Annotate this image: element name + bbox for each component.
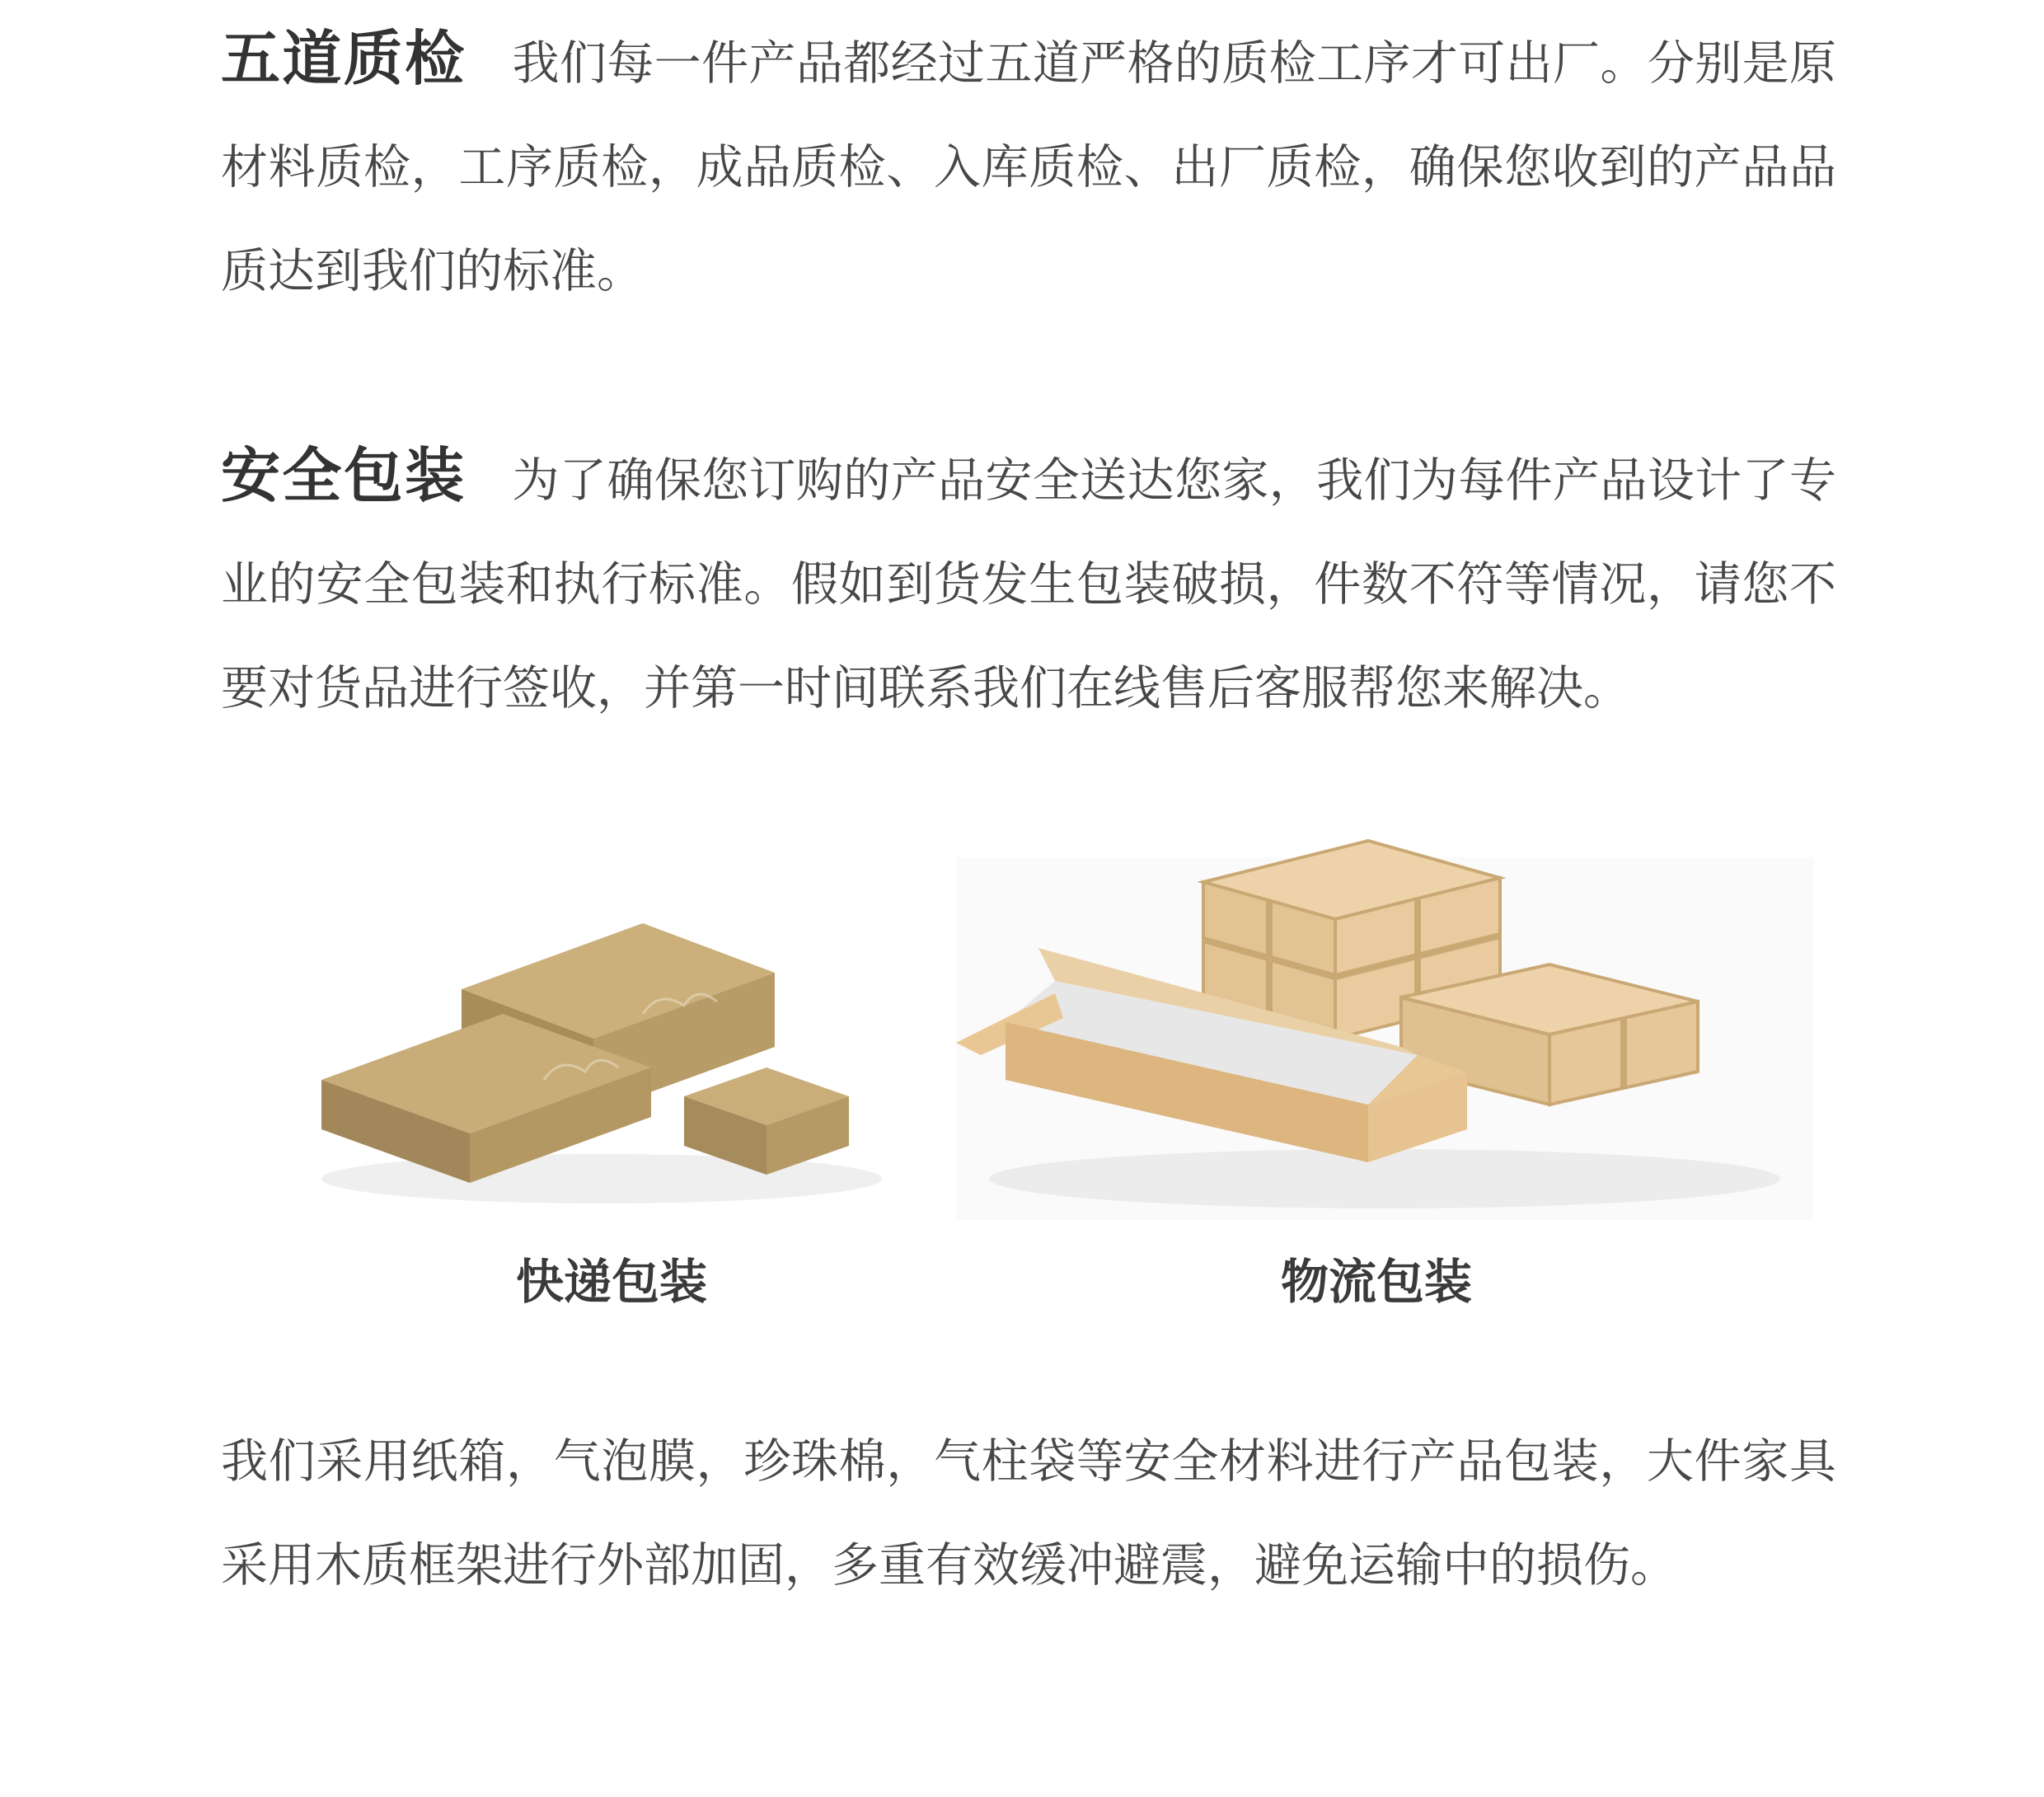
quality-section [221, 7, 1836, 323]
materials-section [221, 1410, 1836, 1617]
quality-text: 我们每一件产品都经过五道严格的质检工序才可出厂。分别是原材料质检，工序质检，成品质检、入库质检、出厂质检，确保您收到的产品品质达到我们的标准。 [221, 36, 1836, 298]
logistics-packaging-caption: 物流包装 [1280, 1254, 1472, 1310]
express-packaging-image [297, 890, 907, 1220]
quality-paragraph [221, 7, 1836, 323]
logistics-packaging-image [956, 833, 1813, 1220]
packaging-heading: 安全包装 [221, 441, 466, 510]
express-packaging-caption: 快递包装 [515, 1254, 707, 1310]
packaging-section [221, 424, 1836, 740]
packaging-text: 为了确保您订购的产品安全送达您家，我们为每件产品设计了专业的安全包装和执行标准。假如到货发生包装破损，件数不符等情况，请您不要对货品进行签收，并第一时间联系我们在线售后客服帮您来解决。 [221, 453, 1836, 716]
materials-text: 我们采用纸箱，气泡膜，珍珠棉，气柱袋等安全材料进行产品包装，大件家具采用木质框架进行外部加固，多重有效缓冲避震，避免运输中的损伤。 [221, 1434, 1836, 1593]
quality-heading: 五道质检 [221, 24, 466, 93]
packaging-paragraph [221, 424, 1836, 740]
